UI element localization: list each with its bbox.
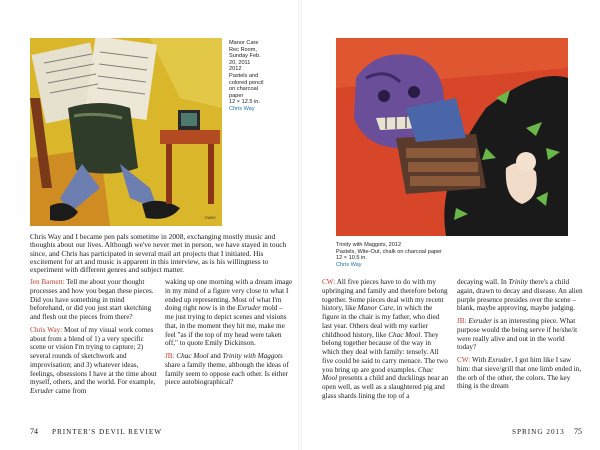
speaker-name: Chris Way: xyxy=(30,325,63,334)
caption-line: 20, 2011 xyxy=(229,59,251,66)
speaker-name: JB: xyxy=(457,317,467,325)
caption-line: Trinity with Maggots, 2012 xyxy=(336,242,402,248)
work-title: Trinity xyxy=(508,278,528,286)
answer-paragraph xyxy=(322,278,450,401)
artist-credit: Chris Way xyxy=(336,261,362,268)
manor-care-caption xyxy=(229,40,295,113)
question-paragraph xyxy=(30,278,158,322)
answer-paragraph xyxy=(457,278,585,313)
right-column-2 xyxy=(457,278,585,395)
paragraph-text: . They belong together because of the way in which they deal with family: tensely. All five could be said to carry menace. The two you bring up are good examples. xyxy=(322,330,448,374)
paragraph-text: decaying wall. In xyxy=(457,278,509,286)
manor-care-painting xyxy=(30,38,222,226)
artist-signature: CWAY xyxy=(204,215,216,220)
caption-line: on charcoal xyxy=(229,86,258,93)
paragraph-text: All five pieces have to do with my upbringing and family and therefore belong together. Some pieces deal with my recent history, like xyxy=(322,278,448,313)
work-title: Chac Mool xyxy=(388,330,421,339)
question-paragraph xyxy=(457,317,585,352)
running-footer: PRINTER'S DEVIL REVIEW xyxy=(52,428,163,436)
caption-line: paper xyxy=(229,92,244,99)
paragraph-text: there's a child again, drawn to decay and disease. An alien purple presence presides over the scene – blank, maybe approving, maybe judging. xyxy=(457,278,583,313)
work-title: Exruder xyxy=(237,304,261,313)
paragraph-text: came from xyxy=(53,387,87,395)
speaker-name: JB: xyxy=(165,352,175,360)
right-column-1 xyxy=(322,278,450,405)
caption-line: colored pencil xyxy=(229,79,264,86)
manor-care-artwork xyxy=(30,38,222,226)
page-number: 74 xyxy=(30,427,38,436)
page-number: 75 xyxy=(574,427,582,436)
paragraph-text: is an interesting piece. What purpose would the being serve if he/she/it were really alive and out in the world today? xyxy=(457,317,578,352)
paragraph-text: Most of my visual work comes about from a blend of 1) a very specific scene or vision I'm trying to capture; 2) several rounds of sketchwork and improvisation; and 3) whatever ideas, feelings, obsessions I have at the time about myself, others, and the world. For example, xyxy=(30,325,157,387)
paragraph-text: Tell me about your thought processes and how you began these pieces. Did you have something in mind beforehand, or did you just start sketching and flesh out the pieces from there? xyxy=(30,278,154,321)
caption-line: Pastels, Wite-Out, chalk on charcoal paper xyxy=(336,248,443,255)
caption-line: Rec Room, xyxy=(229,46,257,53)
caption-line: 12 × 12.5 in. xyxy=(229,99,260,106)
artist-credit: Chris Way xyxy=(229,105,255,112)
trinity-artwork xyxy=(336,38,568,236)
caption-line: Manor Care xyxy=(229,40,259,46)
paragraph-text: presents a child and ducklings near an open well, as well as a slaughtered pig and glass shards lining the top of a xyxy=(322,374,449,400)
paragraph-text: With xyxy=(470,356,488,364)
trinity-caption xyxy=(336,242,536,268)
caption-line: 12 × 10.5 in. xyxy=(336,255,367,262)
speaker-name: CW: xyxy=(322,278,336,286)
caption-line: 2012 xyxy=(229,66,242,73)
work-title: Manor Care xyxy=(357,304,394,313)
left-page xyxy=(0,0,298,450)
paragraph-text: , in which the figure in the chair is my father, who died last year. Others deal with my earlier childhood history, like xyxy=(322,304,440,339)
caption-line: Pastels and xyxy=(229,72,259,79)
left-column-2 xyxy=(165,278,293,391)
intro-paragraph: Chris Way and I became pen pals sometime in 2008, exchanging mostly music and thoughts about our lives. Although we've never met in person, we have stayed in touch since, and Chris has participated in several mail art projects that I initiated. His excitement for art and music is apparent in this interview, as is his willingness to experiment with different genres and subject matter. xyxy=(30,232,287,275)
caption-line: Sunday Feb. xyxy=(229,53,261,60)
answer-paragraph xyxy=(165,278,293,348)
work-title: Trinity with Maggots xyxy=(222,352,283,360)
work-title: Exruder xyxy=(466,317,492,325)
work-title: Exruder xyxy=(30,387,54,395)
work-title: Chac Mool xyxy=(322,365,434,383)
work-title: Exruder xyxy=(487,356,512,364)
speaker-name: Jen Barnett: xyxy=(30,278,65,286)
paragraph-text: and xyxy=(208,352,223,360)
trinity-painting xyxy=(336,38,568,236)
paragraph-text: waking up one morning with a dream image in my mind of a figure very close to what I ended up representing. Most of what I'm doing right now is in the xyxy=(165,278,293,313)
speaker-name: CW: xyxy=(457,356,471,364)
paragraph-text: share a family theme, although the ideas of family seem to oppose each other. Is either piece autobiographical? xyxy=(165,360,289,387)
question-paragraph xyxy=(165,352,293,387)
answer-paragraph xyxy=(457,356,585,391)
left-column-1 xyxy=(30,278,158,400)
paragraph-text: , I got him like I saw him: that sieve/grill that one limb ended in, the orb of the other, the colors. The key thing is the dream xyxy=(457,356,582,391)
answer-paragraph xyxy=(30,326,158,396)
work-title: Chac Mool xyxy=(174,352,209,360)
right-page xyxy=(302,0,600,450)
running-footer: SPRING 2013 xyxy=(512,428,565,436)
paragraph-text: mold – me just trying to depict scenes and visions that, in the moment they hit me, make me feel "as if the top of my head were taken off," to quote Emily Dickinson. xyxy=(165,304,287,348)
